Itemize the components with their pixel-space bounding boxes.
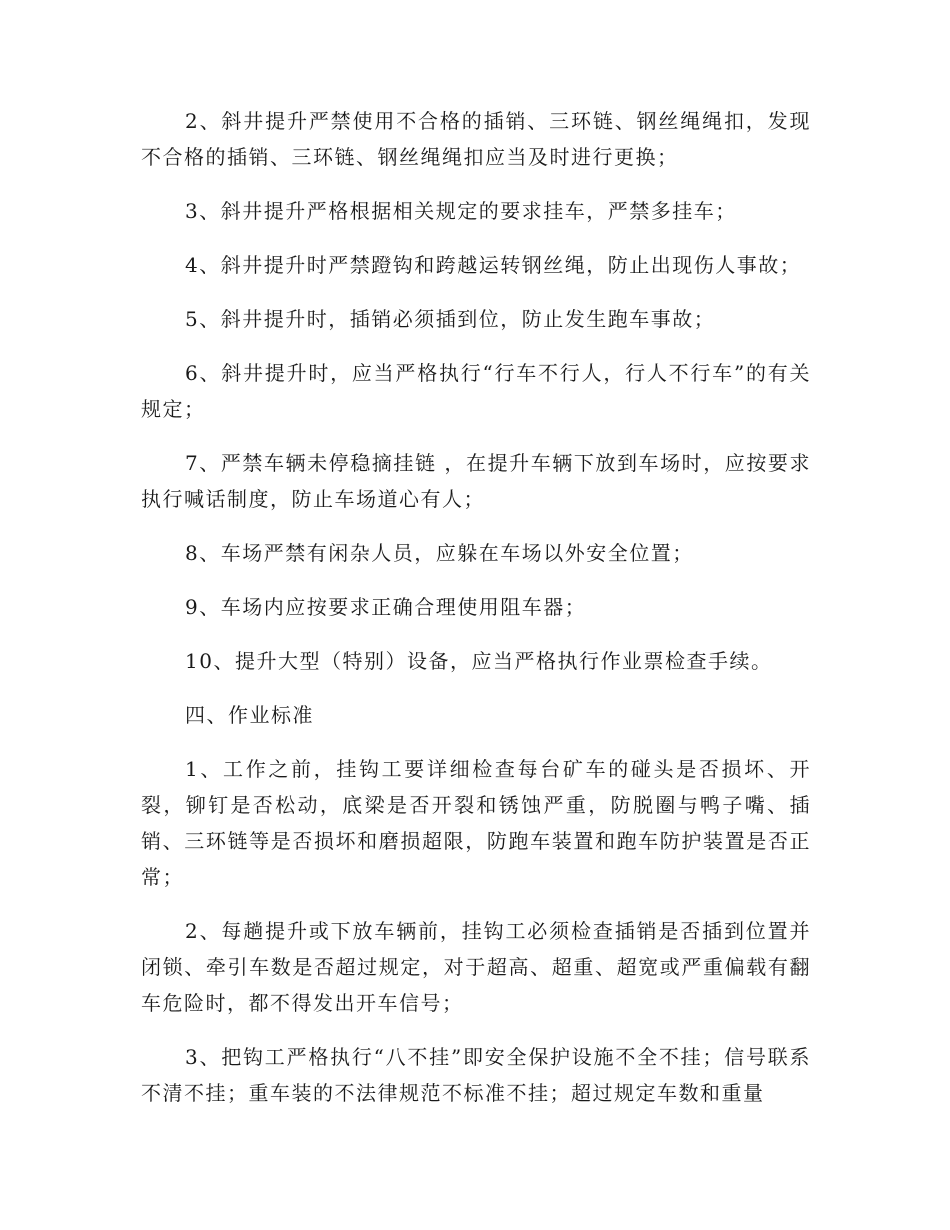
paragraph-rule-2: 2、斜井提升严禁使用不合格的插销、三环链、钢丝绳绳扣，发现不合格的插销、三环链、钢丝绳绳扣应当及时进行更换； bbox=[141, 109, 811, 169]
paragraph-rule-8: 8、车场严禁有闲杂人员，应躲在车场以外安全位置； bbox=[185, 541, 694, 565]
paragraph-rule-6: 6、斜井提升时，应当严格执行“行车不行人，行人不行车”的有关规定； bbox=[141, 361, 811, 421]
paragraph-rule-10: 10、提升大型（特别）设备，应当严格执行作业票检查手续。 bbox=[185, 649, 773, 673]
section-heading: 四、作业标准 bbox=[185, 703, 314, 727]
document-body bbox=[141, 103, 811, 1129]
paragraph-standard-3: 3、把钩工严格执行“八不挂”即安全保护设施不全不挂；信号联系不清不挂；重车装的不法律规范不标准不挂；超过规定车数和重量 bbox=[141, 1045, 811, 1105]
paragraph-rule-7: 7、严禁车辆未停稳摘挂链 ，在提升车辆下放到车场时，应按要求执行喊话制度，防止车场道心有人； bbox=[141, 451, 811, 511]
paragraph-rule-9: 9、车场内应按要求正确合理使用阻车器； bbox=[185, 595, 587, 619]
paragraph-standard-1: 1、工作之前，挂钩工要详细检查每台矿车的碰头是否损坏、开裂，铆钉是否松动，底梁是否开裂和锈蚀严重，防脱圈与鸭子嘴、插销、三环链等是否损坏和磨损超限，防跑车装置和跑车防护装置是否正常； bbox=[141, 757, 811, 889]
paragraph-rule-4: 4、斜井提升时严禁蹬钩和跨越运转钢丝绳，防止出现伤人事故； bbox=[185, 253, 802, 277]
paragraph-standard-2: 2、每趟提升或下放车辆前，挂钩工必须检查插销是否插到位置并闭锁、牵引车数是否超过规定，对于超高、超重、超宽或严重偏载有翻车危险时，都不得发出开车信号； bbox=[141, 919, 811, 1015]
paragraph-rule-3: 3、斜井提升严格根据相关规定的要求挂车，严禁多挂车； bbox=[185, 199, 737, 223]
paragraph-rule-5: 5、斜井提升时，插销必须插到位，防止发生跑车事故； bbox=[185, 307, 716, 331]
